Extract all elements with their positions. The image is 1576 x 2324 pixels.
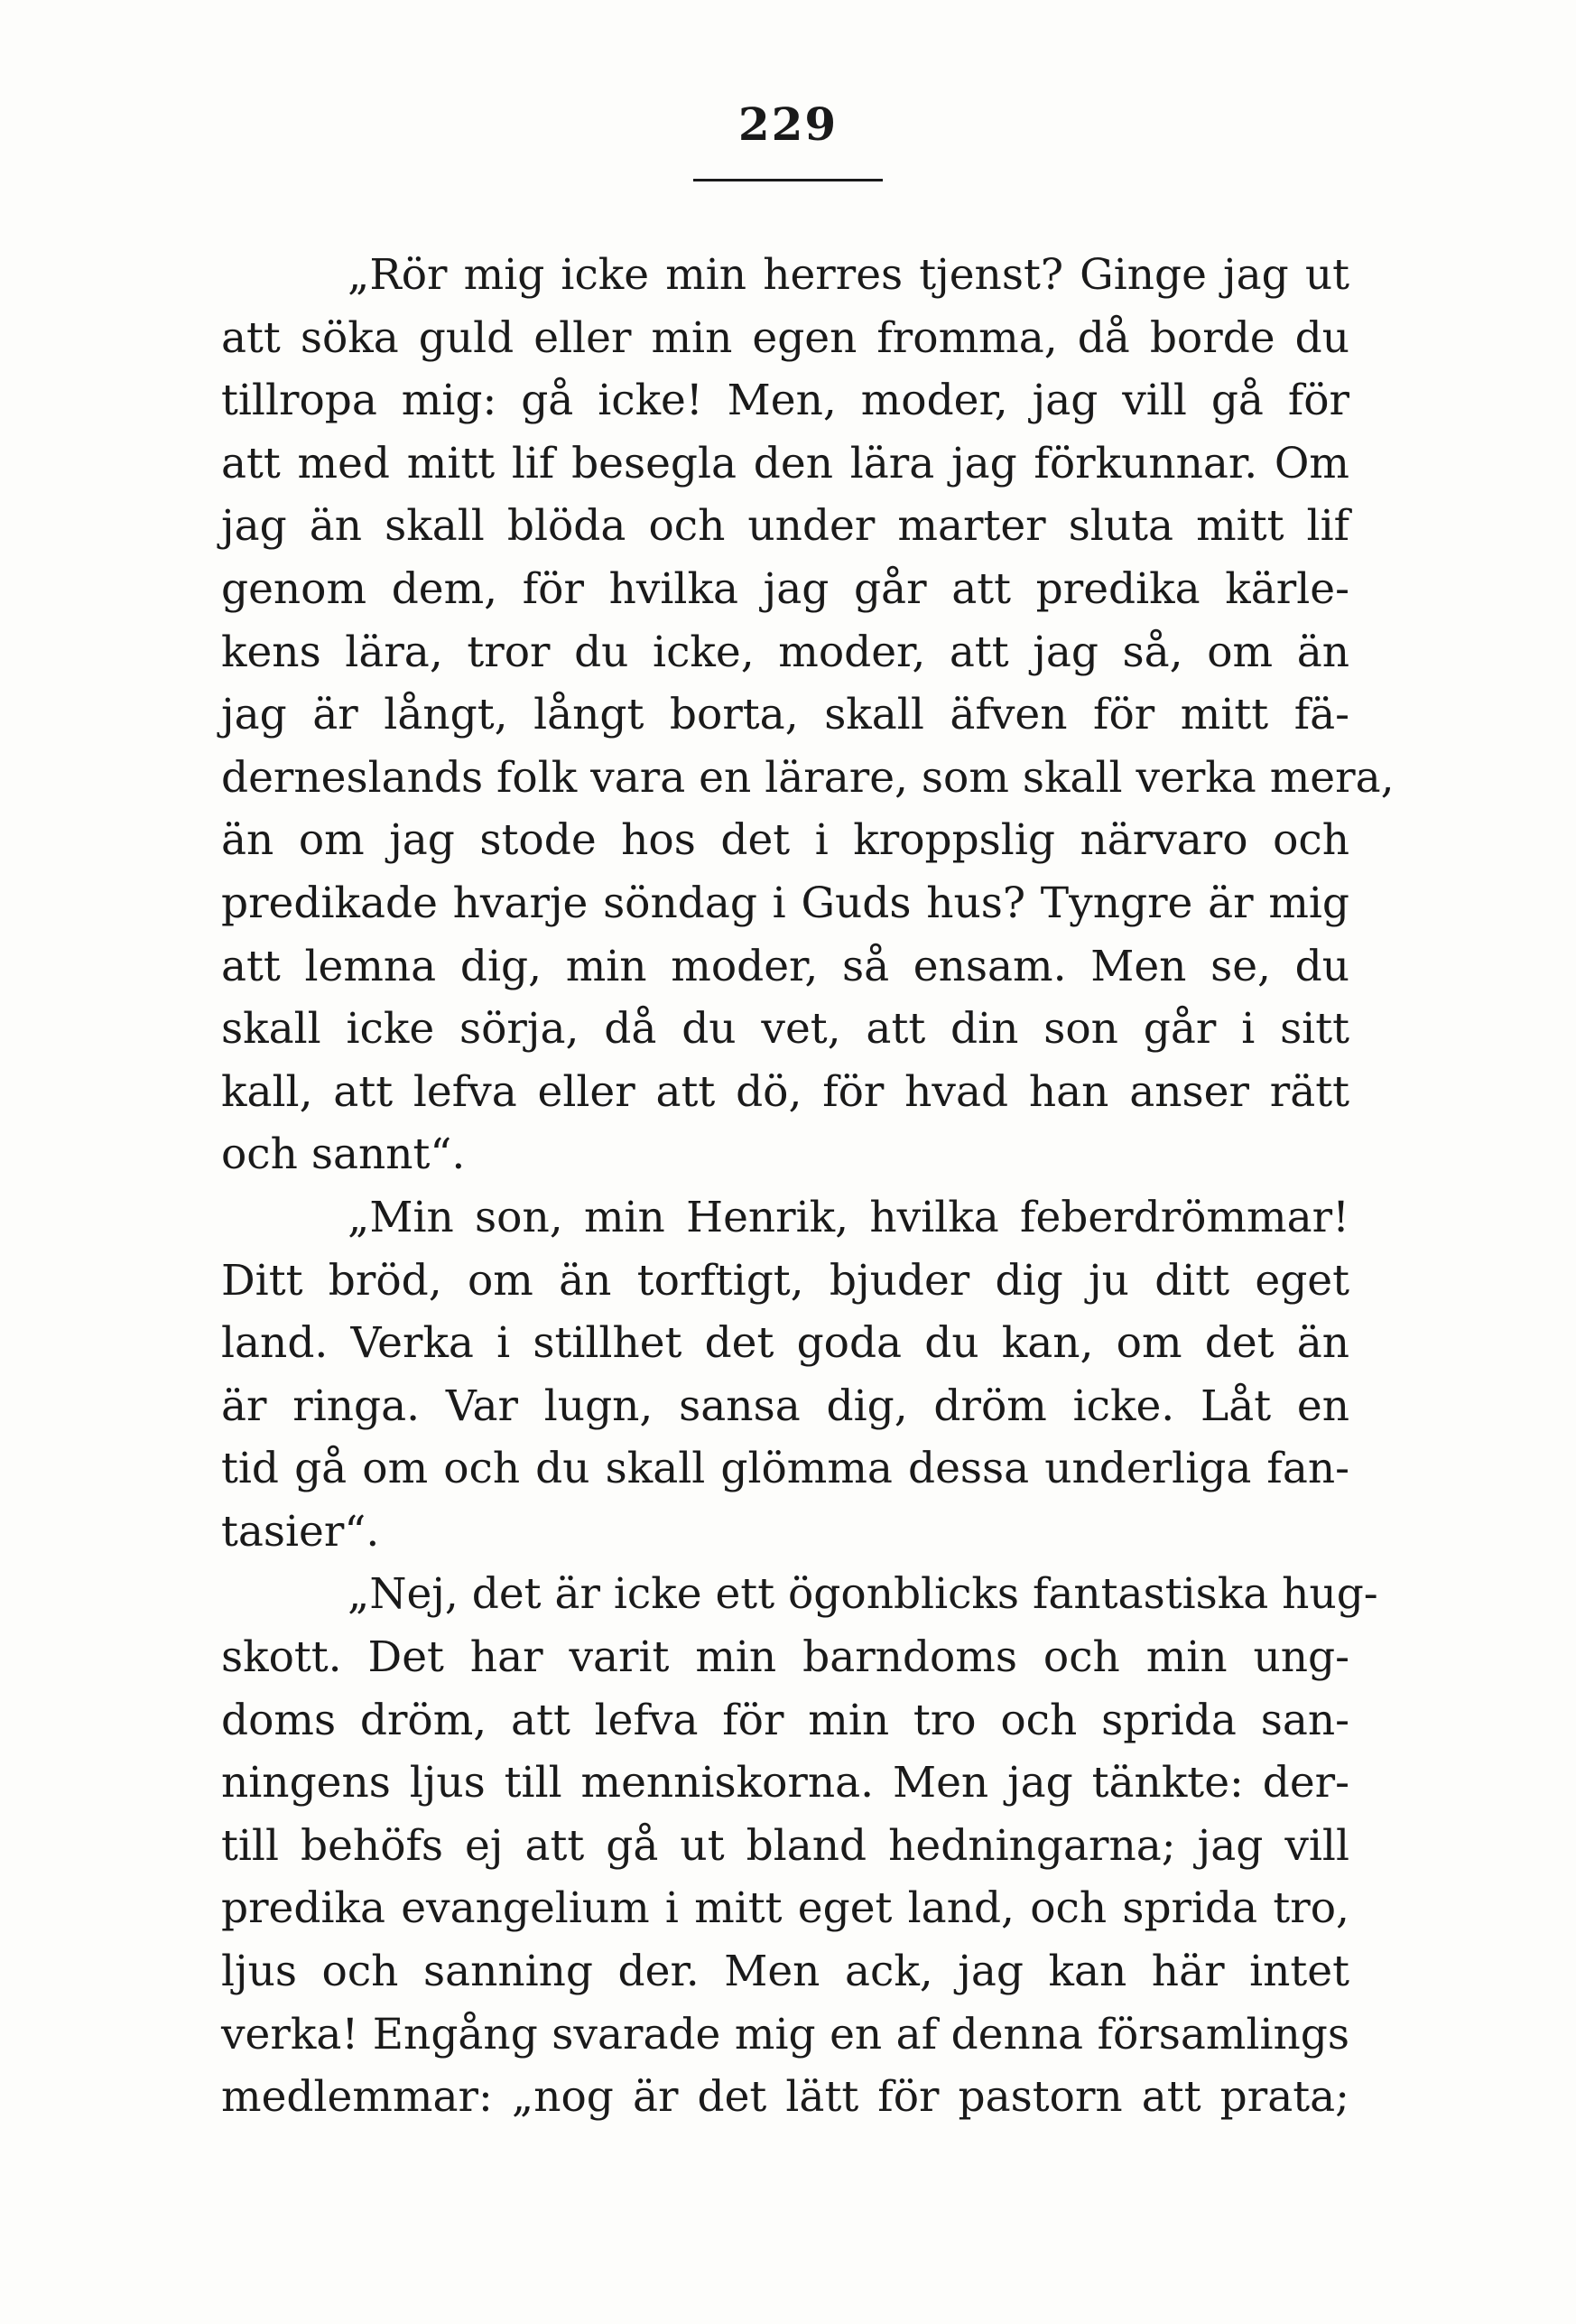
text-line: „Rör mig icke min herres tjenst? Ginge jag ut (348, 250, 1349, 300)
paragraph-3 (221, 1563, 1378, 2128)
body-text (221, 244, 1395, 2129)
text-line: verka! Engång svarade mig en af denna församlings (221, 2009, 1349, 2059)
text-line: ljus och sanning der. Men ack, jag kan här intet (221, 1947, 1349, 1997)
text-line: tid gå om och du skall glömma dessa underliga fan- (221, 1444, 1349, 1494)
text-line: „Nej, det är icke ett ögonblicks fantastiska hug- (348, 1569, 1378, 1620)
paragraph-1 (221, 244, 1395, 1186)
text-line: derneslands folk vara en lärare, som skall verka mera, (221, 752, 1395, 803)
text-line: skott. Det har varit min barndoms och min ung- (221, 1632, 1349, 1683)
paragraph-2 (221, 1186, 1349, 1564)
text-line: „Min son, min Henrik, hvilka feberdrömmar! (348, 1192, 1349, 1242)
text-line: att med mitt lif besegla den lära jag förkunnar. Om (221, 438, 1349, 488)
text-line: att söka guld eller min egen fromma, då borde du (221, 312, 1349, 363)
text-line: medlemmar: „nog är det lätt för pastorn att prata; (221, 2072, 1349, 2123)
text-line: och sannt“. (221, 1129, 466, 1180)
text-line: tasier“. (221, 1506, 380, 1557)
text-line: kall, att lefva eller att dö, för hvad han anser rätt (221, 1066, 1349, 1117)
text-line: till behöfs ej att gå ut bland hedningarna; jag vill (221, 1820, 1349, 1871)
text-line: än om jag stode hos det i kroppslig närvaro och (221, 815, 1349, 866)
text-line: jag är långt, långt borta, skall äfven för mitt fä- (221, 690, 1349, 740)
text-line: är ringa. Var lugn, sansa dig, dröm icke. Låt en (221, 1380, 1349, 1431)
header-rule (693, 179, 883, 181)
text-line: land. Verka i stillhet det goda du kan, om det än (221, 1318, 1349, 1369)
text-line: doms dröm, att lefva för min tro och sprida san- (221, 1695, 1349, 1745)
page-number: 229 (737, 98, 839, 151)
text-line: skall icke sörja, då du vet, att din son går i sitt (221, 1004, 1349, 1055)
text-line: predika evangelium i mitt eget land, och sprida tro, (221, 1883, 1349, 1934)
text-line: predikade hvarje söndag i Guds hus? Tyngre är mig (221, 878, 1349, 928)
text-line: genom dem, för hvilka jag går att predika kärle- (221, 563, 1349, 614)
text-line: Ditt bröd, om än torftigt, bjuder dig ju ditt eget (221, 1255, 1349, 1306)
text-line: ningens ljus till menniskorna. Men jag tänkte: der- (221, 1758, 1349, 1808)
text-line: jag än skall blöda och under marter sluta mitt lif (221, 501, 1349, 552)
text-line: tillropa mig: gå icke! Men, moder, jag vill gå för (221, 376, 1349, 426)
text-line: att lemna dig, min moder, så ensam. Men se, du (221, 941, 1349, 991)
text-line: kens lära, tror du icke, moder, att jag så, om än (221, 627, 1349, 677)
